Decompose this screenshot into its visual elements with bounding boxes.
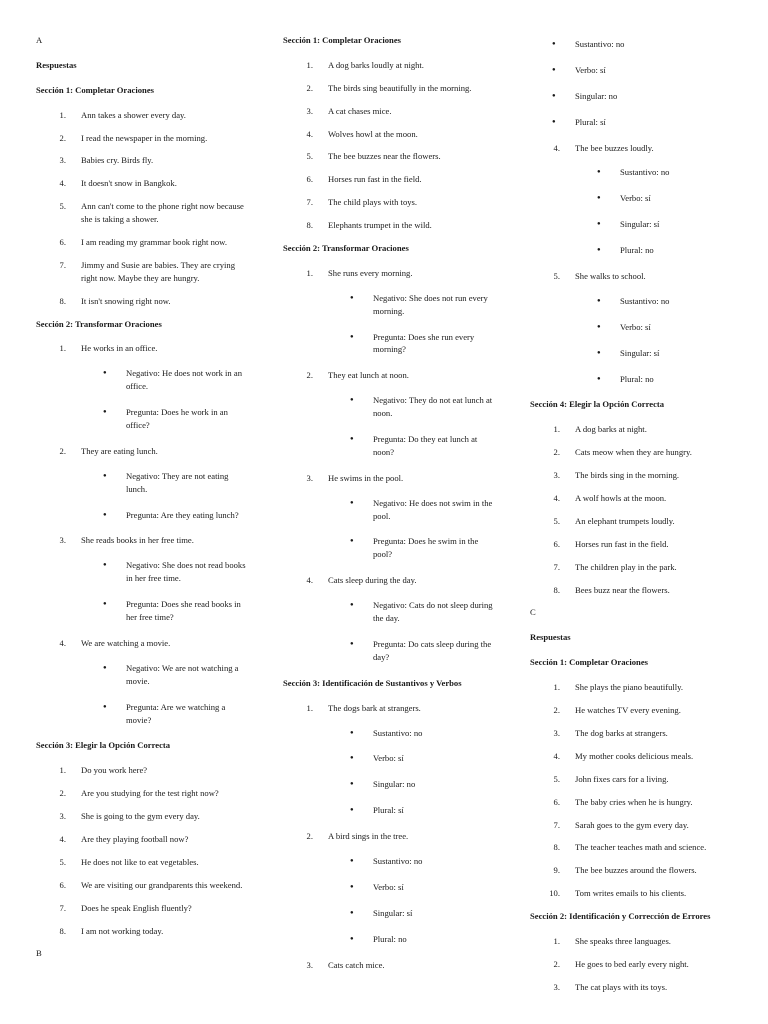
list-item: 4. Cats sleep during the day. ● Negativo: Cats do not sleep during the day. ● Pregunta: Do cats sleep during the day? [283, 574, 495, 663]
list-item: 2. They eat lunch at noon. ● Negativo: They do not eat lunch at noon. ● Pregunta: Do they eat lunch at noon? [283, 369, 495, 458]
sub-list [328, 497, 495, 562]
section-1-title: Sección 1: Completar Oraciones [283, 35, 401, 45]
list-item: 4. The bee buzzes loudly. ● Sustantivo: no ● Verbo: sí ● Singular: sí ● Plural: no [530, 142, 742, 257]
plural-flag: ● Plural: no [575, 373, 742, 386]
list-item: 1. He works in an office. ● Negativo: He does not work in an office. ● Pregunta: Does he work in an office? [36, 342, 248, 431]
singular-flag: ● Singular: no [328, 778, 495, 791]
section-3-title: Sección 3: Identificación de Sustantivos y Verbos [283, 677, 462, 688]
list-item: 3. She reads books in her free time. ● Negativo: She does not read books in her free time. ● Pregunta: Does she read books in her free time? [36, 534, 248, 623]
list-item: 2. Cats meow when they are hungry. [553, 447, 692, 458]
list-item: 8. The teacher teaches math and science. [553, 842, 707, 853]
question-form: ● Pregunta: Are we watching a movie? [81, 701, 248, 727]
sub-list [328, 599, 495, 664]
list-item: 7. The child plays with toys. [306, 197, 418, 208]
column-2 [283, 34, 495, 981]
list-item: 2. Are you studying for the test right now? [59, 788, 219, 799]
list-item: 1. A dog barks loudly at night. [306, 59, 424, 70]
sub-list [575, 295, 742, 386]
section-letter-b: B [36, 948, 42, 959]
sub-list [328, 727, 495, 818]
list-item: 4. It doesn't snow in Bangkok. [59, 178, 177, 189]
list-item: 3. The dog barks at strangers. [553, 727, 668, 738]
list-item: 3. The cat plays with its toys. [553, 981, 668, 992]
verb-flag: ● Verbo: sí [328, 752, 495, 765]
section-4-title: Sección 4: Elegir la Opción Correcta [530, 399, 665, 410]
list-item: 1. Do you work here? [59, 765, 148, 776]
list-item: 1. She runs every morning. ● Negativo: She does not run every morning. ● Pregunta: Does she run every morning? [283, 267, 495, 356]
section-letter-c: C [530, 607, 536, 618]
section-1-title: Sección 1: Completar Oraciones [530, 657, 648, 668]
question-form: ● Pregunta: Does he work in an office? [81, 406, 248, 432]
sub-list [81, 367, 248, 432]
verb-flag: ● Verbo: sí [575, 192, 742, 205]
question-form: ● Pregunta: Does he swim in the pool? [328, 535, 495, 561]
noun-flag: ● Sustantivo: no [328, 855, 495, 868]
section-1-title: Sección 1: Completar Oraciones [36, 84, 154, 95]
negative-form: ● Negativo: They are not eating lunch. [81, 470, 248, 496]
noun-flag: ● Sustantivo: no [328, 727, 495, 740]
list-item: 6. Horses run fast in the field. [553, 538, 669, 549]
column-1 [36, 34, 248, 960]
negative-form: ● Negativo: We are not watching a movie. [81, 662, 248, 688]
section-2-list [530, 935, 742, 994]
list-item: 2. I read the newspaper in the morning. [59, 132, 208, 143]
list-item: 7. Does he speak English fluently? [59, 902, 192, 913]
list-item: 3. She is going to the gym every day. [59, 811, 200, 822]
list-item: 9. The bee buzzes around the flowers. [553, 865, 697, 876]
sub-list [81, 559, 248, 624]
section-1-list [530, 681, 742, 900]
list-item: 2. They are eating lunch. ● Negativo: They are not eating lunch. ● Pregunta: Are they eating lunch? [36, 445, 248, 522]
list-item: 7. Sarah goes to the gym every day. [553, 819, 689, 830]
list-item: 6. We are visiting our grandparents this weekend. [59, 879, 243, 890]
section-2-list [283, 267, 495, 664]
list-item: 4. Are they playing football now? [59, 833, 189, 844]
plural-flag: ● Plural: no [328, 933, 495, 946]
singular-flag: ● Singular: no [530, 90, 742, 103]
negative-form: ● Negativo: He does not swim in the pool. [328, 497, 495, 523]
list-item: 5. He does not like to eat vegetables. [59, 856, 199, 867]
noun-flag: ● Sustantivo: no [530, 38, 742, 51]
section-3-title: Sección 3: Elegir la Opción Correcta [36, 740, 171, 751]
list-item: 3. Cats catch mice. [306, 959, 385, 970]
noun-flag: ● Sustantivo: no [575, 295, 742, 308]
list-item: 5. She walks to school. ● Sustantivo: no ● Verbo: sí ● Singular: sí ● Plural: no [530, 270, 742, 385]
list-item: 7. The children play in the park. [553, 561, 677, 572]
list-item: 2. He watches TV every evening. [553, 705, 681, 716]
verb-flag: ● Verbo: sí [575, 321, 742, 334]
section-2-list [36, 342, 248, 726]
verb-flag: ● Verbo: sí [530, 64, 742, 77]
list-item: 2. The birds sing beautifully in the morning. [306, 82, 472, 93]
list-item: 2. A bird sings in the tree. ● Sustantivo: no ● Verbo: sí ● Singular: sí ● Plural: no [283, 830, 495, 945]
negative-form: ● Negativo: Cats do not sleep during the day. [328, 599, 495, 625]
plural-flag: ● Plural: sí [530, 116, 742, 129]
list-item: 4. Wolves howl at the moon. [306, 128, 418, 139]
noun-flag: ● Sustantivo: no [575, 166, 742, 179]
respuestas-heading: Respuestas [530, 632, 571, 643]
section-2-title: Sección 2: Identificación y Corrección de Errores [530, 911, 711, 922]
plural-flag: ● Plural: no [575, 244, 742, 257]
list-item: 2. He goes to bed early every night. [553, 958, 689, 969]
verb-flag: ● Verbo: sí [328, 881, 495, 894]
list-item: 5. The bee buzzes near the flowers. [306, 151, 441, 162]
section-letter-a: A [36, 35, 43, 45]
list-item: 5. John fixes cars for a living. [553, 773, 669, 784]
list-item: 6. The baby cries when he is hungry. [553, 796, 693, 807]
sub-list-continued [530, 38, 742, 129]
list-item: 3. A cat chases mice. [306, 105, 392, 116]
negative-form: ● Negativo: She does not read books in her free time. [81, 559, 248, 585]
negative-form: ● Negativo: They do not eat lunch at noon. [328, 394, 495, 420]
list-item: 1. Ann takes a shower every day. [59, 109, 186, 120]
respuestas-heading: Respuestas [36, 59, 77, 70]
singular-flag: ● Singular: sí [575, 347, 742, 360]
list-item: 3. Babies cry. Birds fly. [59, 155, 154, 166]
question-form: ● Pregunta: Do cats sleep during the day? [328, 638, 495, 664]
section-2-title: Sección 2: Transformar Oraciones [36, 318, 162, 329]
plural-flag: ● Plural: sí [328, 804, 495, 817]
list-item: 4. My mother cooks delicious meals. [553, 750, 694, 761]
sub-list [81, 470, 248, 522]
singular-flag: ● Singular: sí [328, 907, 495, 920]
list-item: 10. Tom writes emails to his clients. [549, 888, 687, 899]
negative-form: ● Negativo: She does not run every morning. [328, 292, 495, 318]
list-item: 8. Bees buzz near the flowers. [553, 584, 670, 595]
list-item: 6. Horses run fast in the field. [306, 174, 422, 185]
list-item: 1. She plays the piano beautifully. [553, 682, 684, 693]
list-item: 1. A dog barks at night. [553, 424, 647, 435]
sub-list [328, 855, 495, 946]
section-3-list [283, 702, 495, 972]
section-1-list [283, 59, 495, 232]
question-form: ● Pregunta: Do they eat lunch at noon? [328, 433, 495, 459]
section-3-list-continued [530, 142, 742, 386]
list-item: 3. He swims in the pool. ● Negativo: He does not swim in the pool. ● Pregunta: Does he swim in the pool? [283, 472, 495, 561]
negative-form: ● Negativo: He does not work in an office. [81, 367, 248, 393]
question-form: ● Pregunta: Are they eating lunch? [81, 509, 248, 522]
section-3-list [36, 764, 248, 937]
list-item: 3. The birds sing in the morning. [553, 470, 680, 481]
list-item: 8. Elephants trumpet in the wild. [306, 220, 432, 231]
list-item: 1. She speaks three languages. [553, 935, 671, 946]
section-4-list [530, 423, 742, 596]
list-item: 8. I am not working today. [59, 925, 164, 936]
sub-list [328, 394, 495, 459]
question-form: ● Pregunta: Does she run every morning? [328, 331, 495, 357]
column-3 [530, 38, 742, 1004]
list-item: 7. Jimmy and Susie are babies. They are crying right now. Maybe they are hungry. [59, 259, 236, 283]
list-item: 1. The dogs bark at strangers. ● Sustantivo: no ● Verbo: sí ● Singular: no ● Plural: sí [283, 702, 495, 817]
singular-flag: ● Singular: sí [575, 218, 742, 231]
sub-list [575, 166, 742, 257]
list-item: 6. I am reading my grammar book right now. [59, 237, 227, 248]
list-item: 5. An elephant trumpets loudly. [553, 515, 675, 526]
sub-list [81, 662, 248, 727]
list-item: 5. Ann can't come to the phone right now because she is taking a shower. [59, 201, 244, 225]
section-2-title: Sección 2: Transformar Oraciones [283, 243, 409, 254]
question-form: ● Pregunta: Does she read books in her free time? [81, 598, 248, 624]
list-item: 4. A wolf howls at the moon. [553, 493, 667, 504]
list-item: 8. It isn't snowing right now. [59, 295, 171, 306]
section-1-list [36, 109, 248, 308]
list-item: 4. We are watching a movie. ● Negativo: We are not watching a movie. ● Pregunta: Are we watching a movie? [36, 637, 248, 726]
sub-list [328, 292, 495, 357]
